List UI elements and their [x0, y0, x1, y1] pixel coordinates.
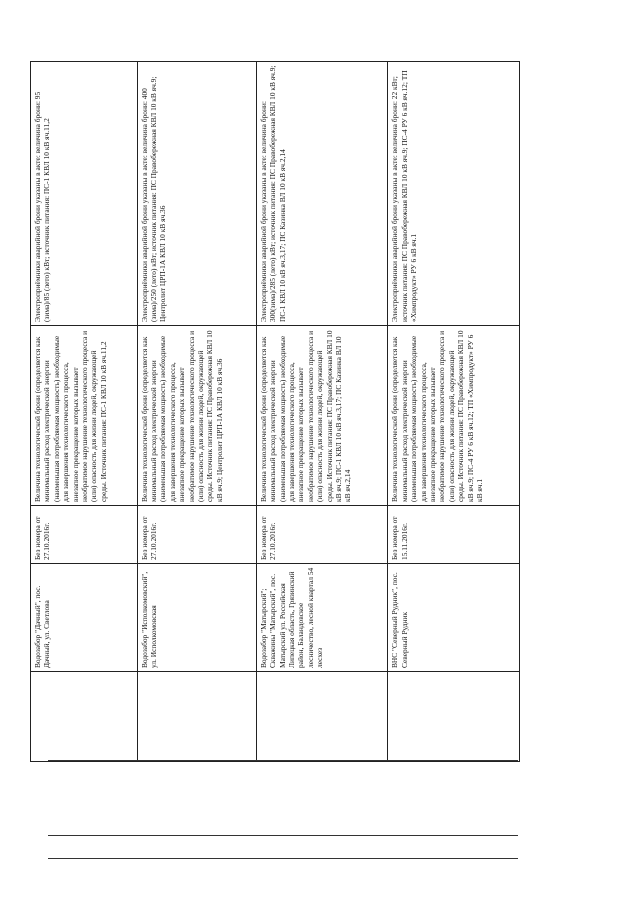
emergency-reserve-cell: Электроприёмники аварийной брони указаны в акте: величина брони: 300(зима)/285 (лето) кВт; источник питания: ПС Правобережная КВЛ 10 кВ яч.9; ПС-1 КВЛ 10 кВ яч.3,17; ПС Казинка ВЛ 10 кВ яч.2,14 [256, 62, 388, 326]
tech-reserve-cell: Величина технологической брони (определяется как минимальный расход электрической энергии (наименьшая потребляемая мощность) необходимые для завершения технологического процесса, внезапное прекращение которых вызывает необратимое нарушение технологического процесса и (или) опасность для жизни людей, окружающей среды. Источник питания: ПС Правобережная КВЛ 10 кВ яч.9; ПС-4 РУ 6 кВ яч.12; ТП «Химпродукт» РУ 6 кВ яч.1 [388, 326, 520, 506]
row-spacer-cell [388, 672, 520, 762]
rotated-table-container [30, 62, 520, 762]
tech-reserve-cell: Величина технологической брони (определяется как минимальный расход электрической энергии (наименьшая потребляемая мощность) необходимые для завершения технологического процесса, внезапное прекращение которых вызывает необратимое нарушение технологического процесса и (или) опасность для жизни людей, окружающей среды. Источник питания: ПС Правобережная КВЛ 10 кВ яч.9; Центролит ЦРП-1А КВЛ 10 кВ яч.36 [137, 326, 256, 506]
act-number-cell: Без номера от 27.10.2016г. [256, 506, 388, 564]
table-row [137, 62, 256, 762]
tech-reserve-cell: Величина технологической брони (определяется как минимальный расход электрической энергии (наименьшая потребляемая мощность) необходимые для завершения технологического процесса, внезапное прекращение которых вызывает необратимое нарушение технологического процесса и (или) опасность для жизни людей, окружающей среды. Источник питания: ПС Правобережная КВЛ 10 кВ яч.9; ПС-1 КВЛ 10 кВ яч.3,17; ПС Казинка ВЛ 10 кВ яч.2,14 [256, 326, 388, 506]
rotated-table-frame [30, 62, 520, 762]
table-row [388, 62, 520, 762]
object-cell: Водозабор "Дачный", пос. Дачный, ул. Светлова [31, 564, 138, 672]
emergency-reserve-cell: Электроприёмники аварийной брони указаны в акте: величина брони: 400 (зима)/250 (лето) кВт; источник питания: ПС Правобережная КВЛ 10 кВ яч.9; Центролит ЦРП-1А КВЛ 10 кВ яч.36 [137, 62, 256, 326]
divider-line [48, 858, 518, 859]
table-row [31, 62, 138, 762]
row-spacer-cell [31, 672, 138, 762]
object-cell: ВНС "Северный Рудник", пос. Северный Рудник [388, 564, 520, 672]
table-row [256, 62, 388, 762]
act-number-cell: Без номера от 27.10.2016г. [31, 506, 138, 564]
object-cell: Водозабор "Матырский"; Скважины "Матырский", пос. Матырский ул. Российская Липецкая область, Грязинский район, Баландовское лесничество, лесной квартал 54 лесхез [256, 564, 388, 672]
act-number-cell: Без номера от 15.11.2016г. [388, 506, 520, 564]
emergency-reserve-cell: Электроприёмники аварийной брони указаны в акте: величина брони: 95 (зима)/85 (лето) кВт; источник питания: ПС-1 КВЛ 10 кВ яч.11,2 [31, 62, 138, 326]
row-spacer-cell [137, 672, 256, 762]
act-number-cell: Без номера от 27.10.2016г. [137, 506, 256, 564]
reservation-table [30, 61, 520, 762]
row-spacer-cell [256, 672, 388, 762]
divider-line [48, 835, 518, 836]
object-cell: Водозабор "Исполкомовский", ул. Исполкомовская [137, 564, 256, 672]
emergency-reserve-cell: Электроприёмники аварийной брони указаны в акте: величина брони: 22 кВт; источник питания: ПС Правобережная КВЛ 10 кВ яч.9; ПС-4 РУ 6 кВ яч.12; ТП «Химпродукт» РУ 6 кВ яч.1 [388, 62, 520, 326]
divider-line [48, 760, 518, 761]
tech-reserve-cell: Величина технологической брони (определяется как минимальный расход электрической энергии (наименьшая потребляемая мощность) необходимые для завершения технологического процесса, внезапное прекращение которых вызывает необратимое нарушение технологического процесса и (или) опасность для жизни людей, окружающей среды. Источник питания: ПС-1 КВЛ 10 кВ яч.11,2 [31, 326, 138, 506]
